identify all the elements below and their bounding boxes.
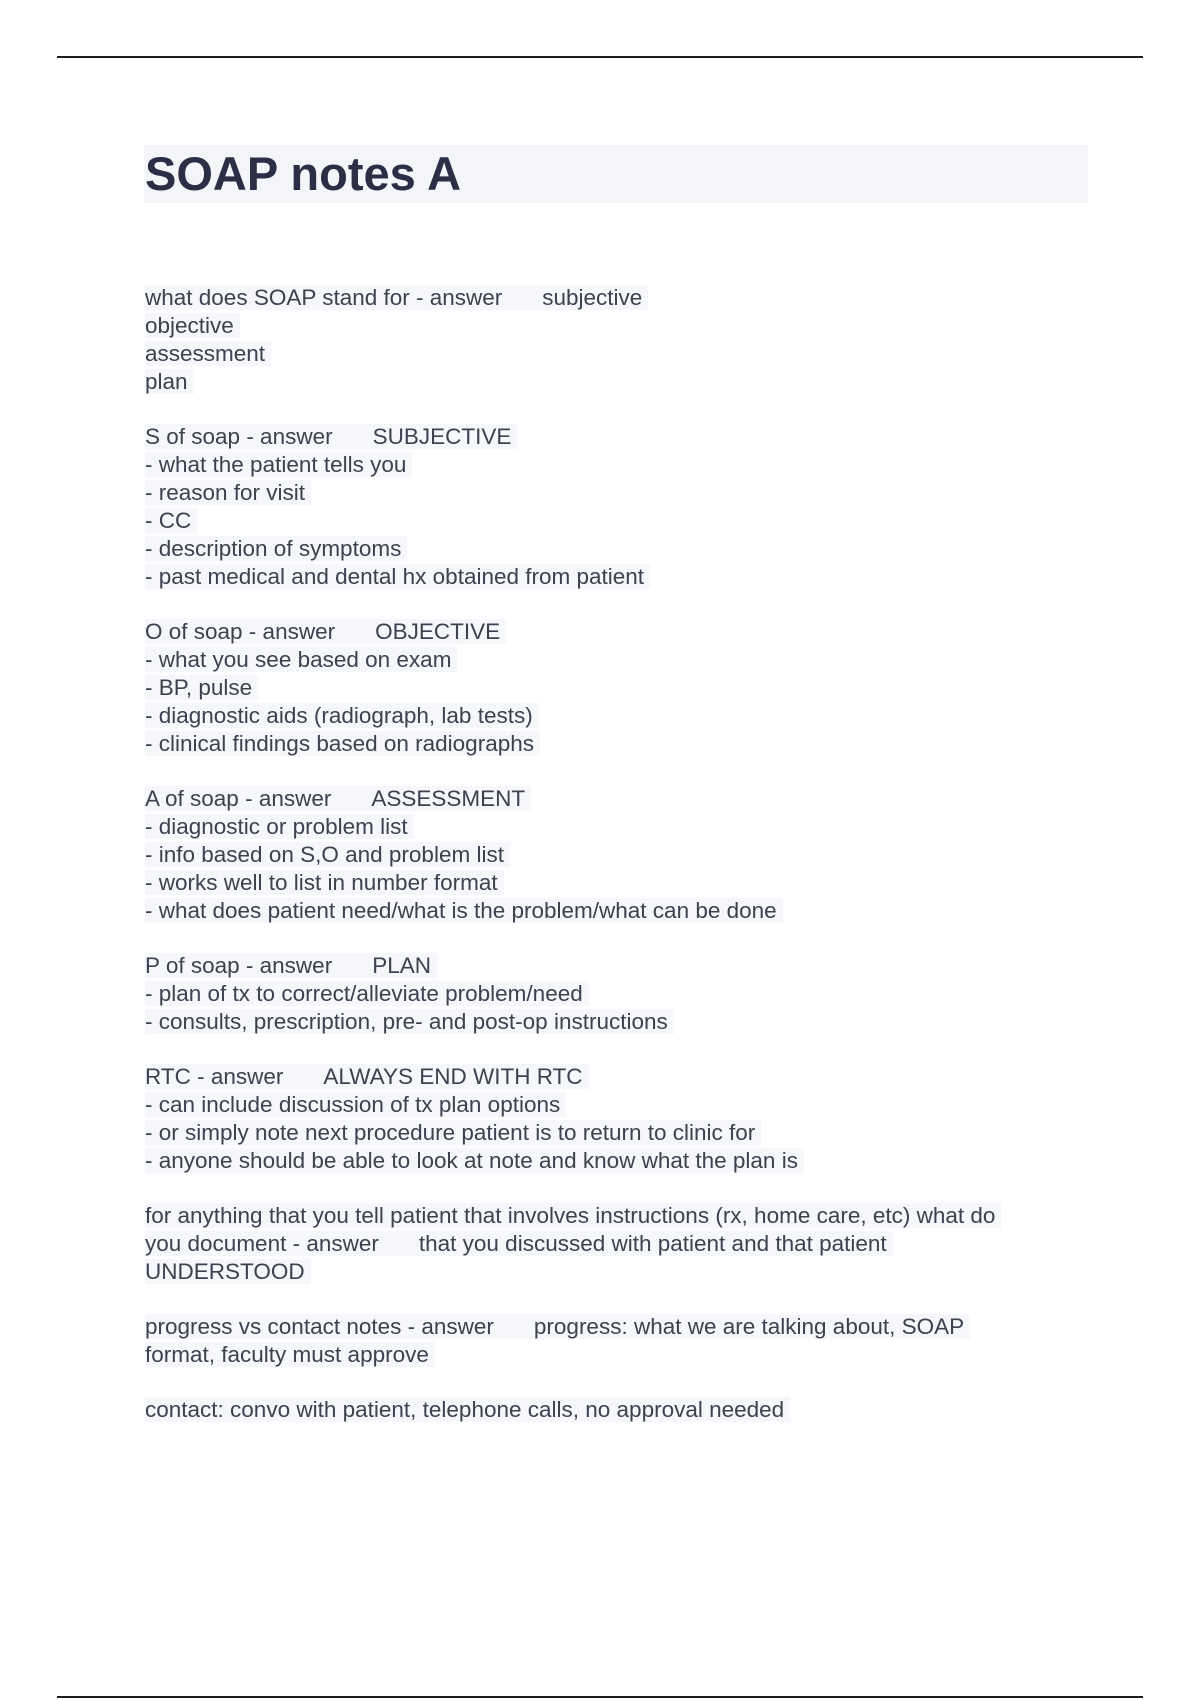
flashcard-answer-line: - what does patient need/what is the problem/what can be done <box>145 898 783 923</box>
flashcard-first-line <box>145 1063 1075 1091</box>
top-rule <box>57 56 1143 58</box>
flashcard <box>145 423 1075 591</box>
flashcard <box>145 785 1075 925</box>
flashcard <box>145 1202 1075 1286</box>
flashcard-first-line <box>145 618 1075 646</box>
flashcard <box>145 618 1075 758</box>
bottom-rule <box>57 1696 1143 1698</box>
flashcard-answer: SUBJECTIVE <box>372 424 512 449</box>
flashcard-answer-line: - description of symptoms <box>145 536 407 561</box>
flashcard <box>145 1063 1075 1175</box>
flashcard-first-line <box>145 284 1075 312</box>
flashcard <box>145 284 1075 396</box>
flashcard-answer: OBJECTIVE <box>375 619 501 644</box>
flashcard-answer: ASSESSMENT <box>371 786 526 811</box>
flashcard-answer-line: - diagnostic or problem list <box>145 814 414 839</box>
flashcard <box>145 952 1075 1036</box>
flashcard-answer-line: objective <box>145 313 240 338</box>
flashcard-question: O of soap - answer <box>145 619 336 644</box>
flashcard-question: what does SOAP stand for - answer <box>145 285 503 310</box>
flashcard-answer-line: - reason for visit <box>145 480 311 505</box>
flashcard <box>145 1396 1075 1424</box>
flashcard-answer-line: - diagnostic aids (radiograph, lab tests) <box>145 703 539 728</box>
flashcard-answer-line: - plan of tx to correct/alleviate problem/need <box>145 981 589 1006</box>
flashcard-first-line <box>145 785 1075 813</box>
flashcard-answer-line: - consults, prescription, pre- and post-op instructions <box>145 1009 674 1034</box>
flashcard-answer-line: assessment <box>145 341 271 366</box>
flashcard-first-line <box>145 423 1075 451</box>
flashcard-answer: ALWAYS END WITH RTC <box>323 1064 583 1089</box>
flashcard-answer-line: UNDERSTOOD <box>145 1259 311 1284</box>
flashcard-answer: progress: what we are talking about, SOAP <box>533 1314 965 1339</box>
flashcard-answer-line: - BP, pulse <box>145 675 258 700</box>
flashcard <box>145 1313 1075 1369</box>
flashcard-answer: subjective <box>542 285 643 310</box>
flashcard-answer-line: - info based on S,O and problem list <box>145 842 510 867</box>
flashcard-answer: that you discussed with patient and that patient <box>418 1231 887 1256</box>
flashcard-answer-line: contact: convo with patient, telephone calls, no approval needed <box>145 1397 790 1422</box>
flashcard-question: A of soap - answer <box>145 786 332 811</box>
flashcard-question: S of soap - answer <box>145 424 333 449</box>
flashcard-answer-line: - works well to list in number format <box>145 870 504 895</box>
flashcard-answer-line: - clinical findings based on radiographs <box>145 731 540 756</box>
flashcard-answer-line: - what the patient tells you <box>145 452 412 477</box>
flashcard-question: RTC - answer <box>145 1064 284 1089</box>
flashcard-list <box>145 284 1075 1451</box>
flashcard-first-line <box>145 952 1075 980</box>
flashcard-answer-line: - CC <box>145 508 197 533</box>
flashcard-question: progress vs contact notes - answer <box>145 1314 494 1339</box>
flashcard-answer-line: - can include discussion of tx plan options <box>145 1092 566 1117</box>
flashcard-first-line <box>145 1313 1075 1341</box>
flashcard-answer-line: - past medical and dental hx obtained from patient <box>145 564 650 589</box>
flashcard-answer-line: - what you see based on exam <box>145 647 457 672</box>
flashcard-first-line <box>145 1230 1075 1258</box>
flashcard-question: P of soap - answer <box>145 953 333 978</box>
flashcard-answer: PLAN <box>372 953 431 978</box>
flashcard-answer-line: - anyone should be able to look at note and know what the plan is <box>145 1148 804 1173</box>
flashcard-answer-line: plan <box>145 369 194 394</box>
flashcard-answer-line: - or simply note next procedure patient is to return to clinic for <box>145 1120 761 1145</box>
flashcard-question: you document - answer <box>145 1231 379 1256</box>
page-title: SOAP notes A <box>145 147 462 200</box>
flashcard-question: for anything that you tell patient that involves instructions (rx, home care, etc) what do <box>145 1203 1001 1228</box>
flashcard-answer-line: format, faculty must approve <box>145 1342 435 1367</box>
